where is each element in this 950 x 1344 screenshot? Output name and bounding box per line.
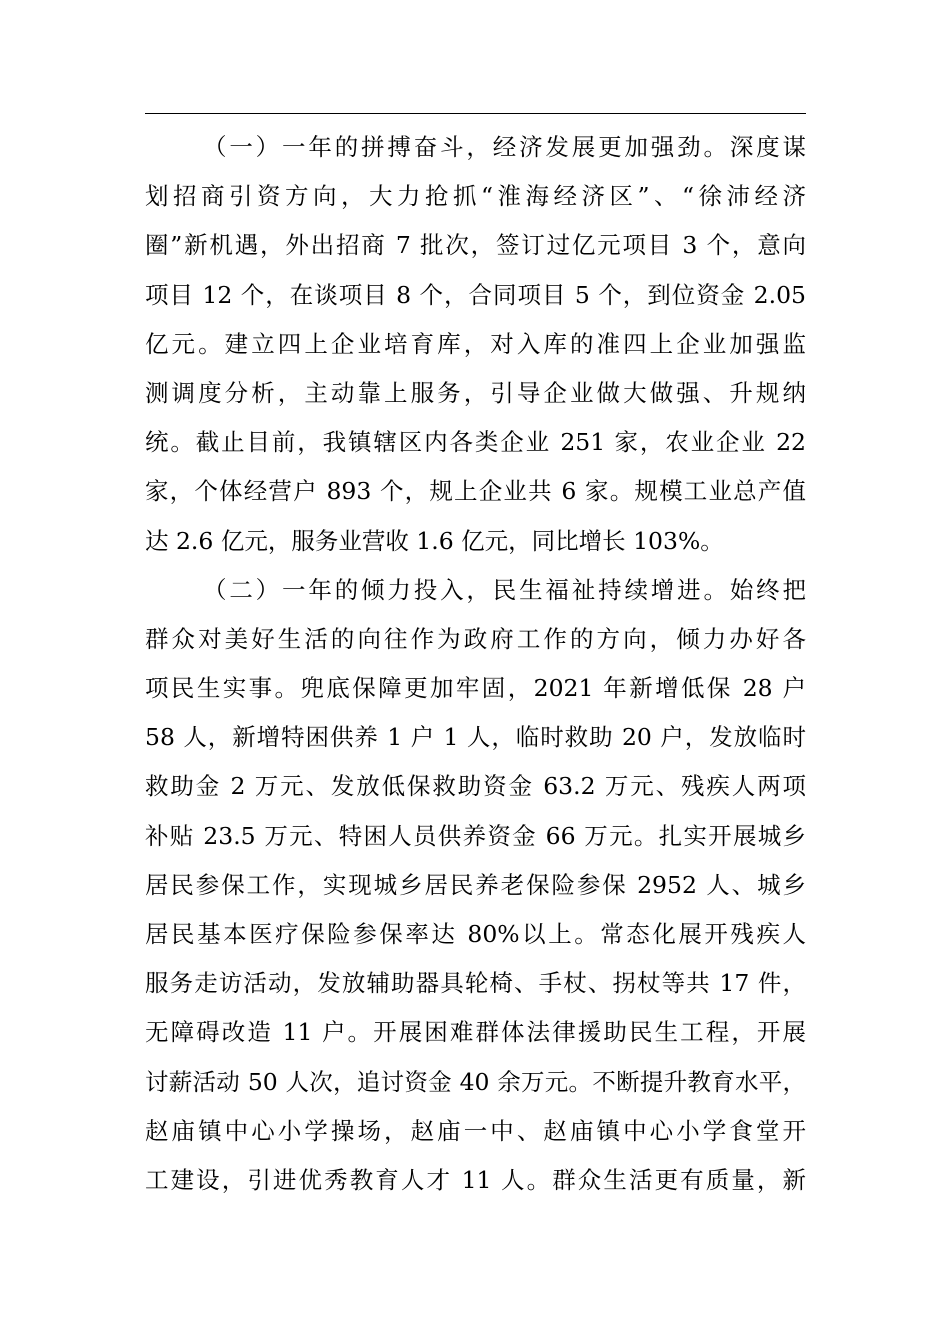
text-line: 达 2.6 亿元，服务业营收 1.6 亿元，同比增长 103%。 [145, 526, 724, 555]
text-line: 家，个体经营户 893 个，规上企业共 6 家。规模工业总产值 [145, 477, 806, 506]
header-rule [145, 113, 806, 114]
text-line: 项民生实事。兜底保障更加牢固，2021 年新增低保 28 户 [145, 674, 806, 703]
text-line: 统。截止目前，我镇辖区内各类企业 251 家，农业企业 22 [145, 428, 806, 457]
text-line: 划招商引资方向，大力抢抓“淮海经济区”、“徐沛经济 [145, 182, 806, 211]
text-line: 居民参保工作，实现城乡居民养老保险参保 2952 人、城乡 [145, 870, 806, 899]
paragraph-economy [145, 123, 806, 566]
text-line: 群众对美好生活的向往作为政府工作的方向，倾力办好各 [145, 624, 806, 653]
text-line: 救助金 2 万元、发放低保救助资金 63.2 万元、残疾人两项 [145, 772, 806, 801]
text-line: 补贴 23.5 万元、特困人员供养资金 66 万元。扎实开展城乡 [145, 821, 806, 850]
text-line: 亿元。建立四上企业培育库，对入库的准四上企业加强监 [145, 329, 806, 358]
text-line: 居民基本医疗保险参保率达 80%以上。常态化展开残疾人 [145, 920, 806, 948]
body-text [145, 123, 806, 1205]
text-line: 圈”新机遇，外出招商 7 批次，签订过亿元项目 3 个，意向 [145, 231, 806, 260]
text-line: 无障碍改造 11 户。开展困难群体法律援助民生工程，开展 [145, 1018, 806, 1047]
text-line: （二）一年的倾力投入，民生福祉持续增进。始终把 [203, 575, 806, 604]
text-line: 测调度分析，主动靠上服务，引导企业做大做强、升规纳 [145, 378, 806, 407]
text-line: 58 人，新增特困供养 1 户 1 人，临时救助 20 户，发放临时 [145, 723, 806, 752]
text-line: （一）一年的拼搏奋斗，经济发展更加强劲。深度谋 [203, 133, 806, 161]
text-line: 赵庙镇中心小学操场，赵庙一中、赵庙镇中心小学食堂开 [145, 1116, 806, 1145]
text-line: 工建设，引进优秀教育人才 11 人。群众生活更有质量，新 [145, 1165, 806, 1194]
text-line: 服务走访活动，发放辅助器具轮椅、手杖、拐杖等共 17 件， [145, 969, 806, 998]
text-line: 讨薪活动 50 人次，追讨资金 40 余万元。不断提升教育水平， [145, 1067, 806, 1096]
paragraph-livelihood [145, 566, 806, 1205]
text-line: 项目 12 个，在谈项目 8 个，合同项目 5 个，到位资金 2.05 [145, 280, 806, 309]
